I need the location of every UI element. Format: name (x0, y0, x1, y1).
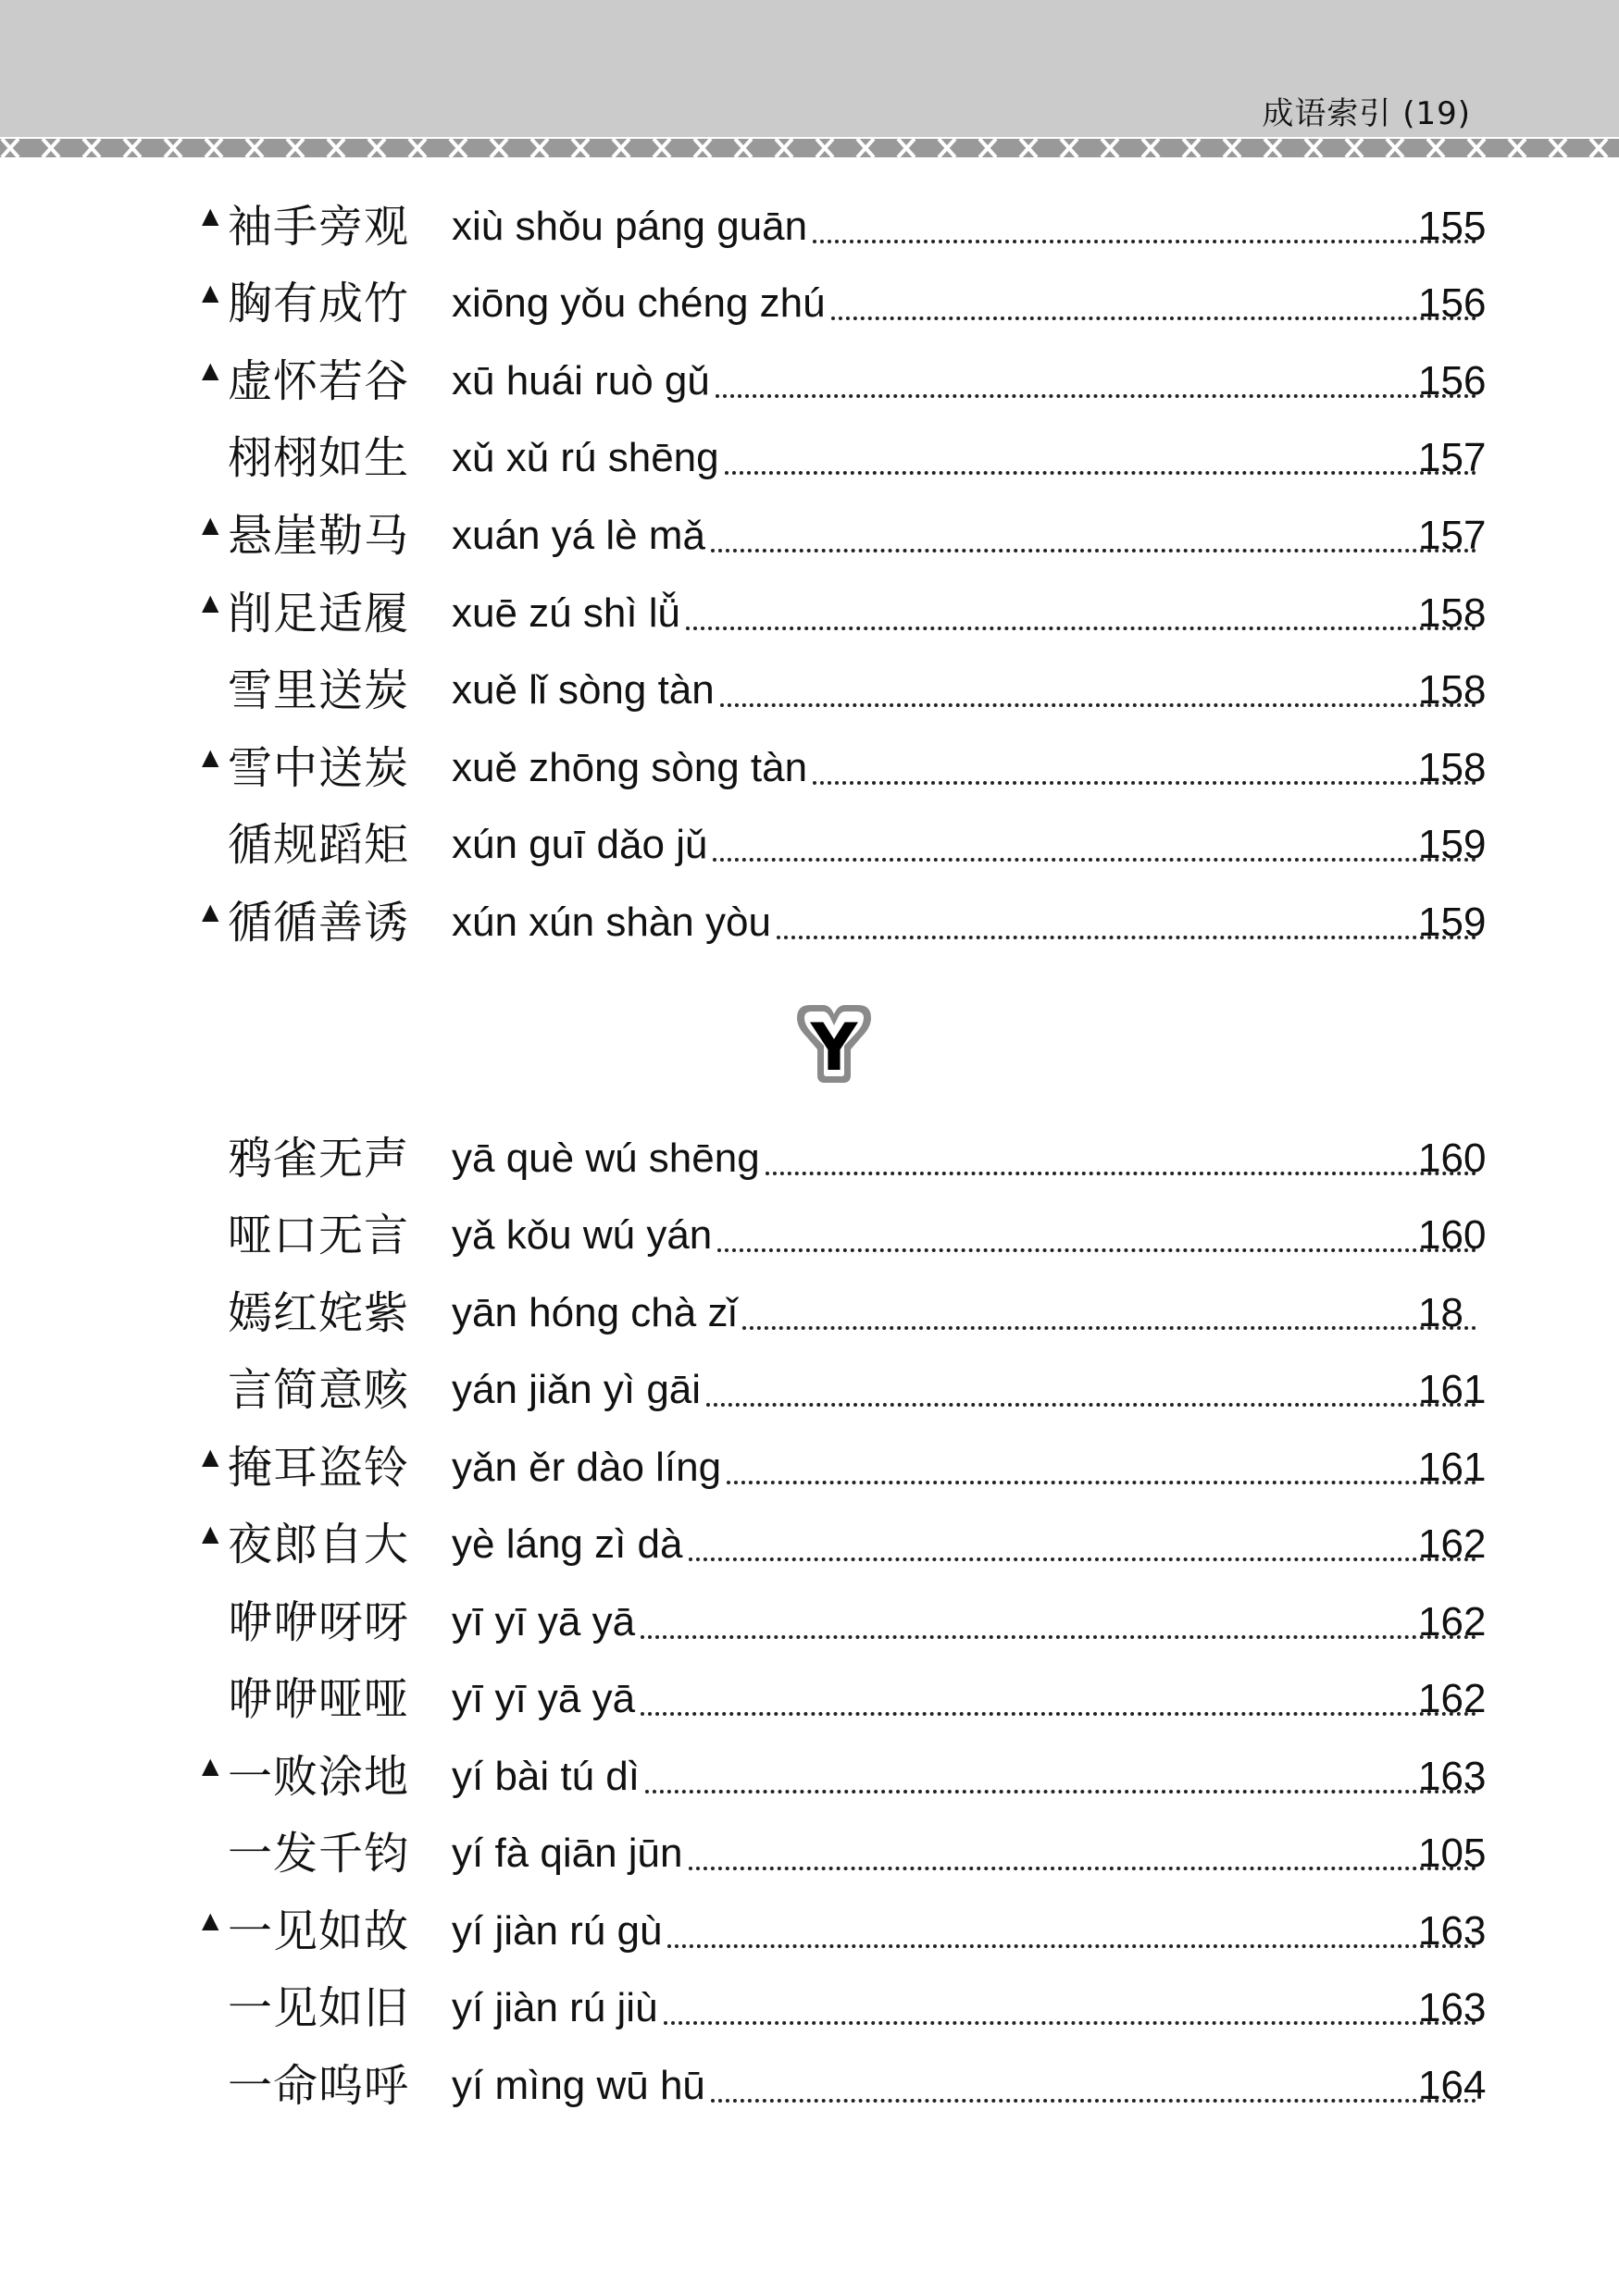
pinyin-text: yī yī yā yā (452, 1676, 636, 1721)
idiom-text: 雪里送炭 (228, 664, 410, 716)
pinyin-text: xún xún shàn yòu (452, 900, 771, 945)
page-number: 162 (1418, 1676, 1487, 1721)
index-entry (0, 2058, 1619, 2123)
page-number: 18 (1418, 1290, 1463, 1335)
triangle-marker-icon: ▲ (202, 279, 219, 305)
idiom-text: 咿咿哑哑 (228, 1673, 410, 1725)
dot-leader (686, 627, 1476, 630)
dot-leader (713, 858, 1476, 862)
idiom-text: 循规蹈矩 (228, 819, 410, 871)
section-letter-y-badge (790, 1001, 878, 1086)
page-header (0, 0, 1619, 137)
page-number: 160 (1418, 1212, 1487, 1258)
pinyin-text: yè láng zì dà (452, 1521, 683, 1567)
idiom-text: 一败涂地 (228, 1751, 410, 1803)
idiom-text: 言简意赅 (228, 1364, 410, 1416)
page-number: 158 (1418, 590, 1487, 636)
dot-leader (689, 1867, 1477, 1870)
page-number: 156 (1418, 358, 1487, 403)
triangle-marker-icon: ▲ (202, 1907, 219, 1933)
index-entry (0, 895, 1619, 960)
pinyin-text: xiù shǒu páng guān (452, 204, 808, 249)
decorative-border (0, 137, 1619, 159)
page-number: 157 (1418, 513, 1487, 558)
pinyin-text: yān hóng chà zǐ (452, 1290, 738, 1335)
pinyin-text: xū huái ruò gǔ (452, 358, 710, 403)
index-entry (0, 1980, 1619, 2045)
header-title: 成语索引 (19) (1262, 95, 1471, 132)
idiom-text: 雪中送炭 (228, 742, 410, 794)
dot-leader (720, 703, 1476, 707)
pinyin-text: xún guī dǎo jǔ (452, 822, 708, 867)
idiom-text: 鸦雀无声 (228, 1133, 410, 1185)
idiom-text: 削足适履 (228, 588, 410, 639)
dot-leader (641, 1712, 1476, 1716)
idiom-text: 一见如旧 (228, 1982, 410, 2034)
page-number: 160 (1418, 1136, 1487, 1181)
dot-leader (813, 781, 1476, 785)
page-number: 163 (1418, 1908, 1487, 1954)
index-entry (0, 1362, 1619, 1427)
page-number: 159 (1418, 900, 1487, 945)
section-letter: Y (810, 1010, 858, 1086)
index-entry (0, 1208, 1619, 1272)
page-number: 105 (1418, 1831, 1487, 1876)
index-entry (0, 1749, 1619, 1814)
dot-leader (664, 2021, 1476, 2025)
index-entry (0, 817, 1619, 882)
triangle-marker-icon: ▲ (202, 1444, 219, 1470)
idiom-text: 栩栩如生 (228, 432, 410, 484)
dot-leader (725, 471, 1476, 475)
index-entry (0, 1517, 1619, 1582)
page-number: 157 (1418, 435, 1487, 480)
dot-leader (711, 549, 1476, 552)
pinyin-text: yā què wú shēng (452, 1136, 760, 1181)
index-entry (0, 1131, 1619, 1196)
index-entry (0, 1440, 1619, 1505)
dot-leader (711, 2099, 1476, 2103)
idiom-text: 掩耳盗铃 (228, 1442, 410, 1494)
dot-leader (716, 394, 1476, 398)
pinyin-text: yí jiàn rú gù (452, 1908, 663, 1954)
index-entry (0, 1595, 1619, 1659)
index-entry (0, 508, 1619, 573)
idiom-text: 悬崖勒马 (228, 510, 410, 562)
pinyin-text: yí bài tú dì (452, 1754, 641, 1799)
idiom-text: 循循善诱 (228, 897, 410, 949)
dot-leader (645, 1790, 1476, 1793)
idiom-text: 哑口无言 (228, 1210, 410, 1261)
index-entry (0, 663, 1619, 727)
page-number: 163 (1418, 1754, 1487, 1799)
index-entry (0, 354, 1619, 418)
page-number: 163 (1418, 1985, 1487, 2030)
index-entry (0, 586, 1619, 651)
page-number: 156 (1418, 280, 1487, 326)
idiom-text: 一发千钧 (228, 1828, 410, 1880)
index-entry (0, 740, 1619, 805)
triangle-marker-icon: ▲ (202, 899, 219, 925)
dot-leader (742, 1326, 1476, 1330)
index-entry (0, 199, 1619, 264)
idiom-text: 夜郎自大 (228, 1519, 410, 1570)
idiom-text: 一命呜呼 (228, 2060, 410, 2112)
triangle-marker-icon: ▲ (202, 744, 219, 770)
index-entry (0, 1285, 1619, 1350)
triangle-marker-icon: ▲ (202, 590, 219, 615)
dot-leader (706, 1403, 1476, 1407)
pinyin-text: yǎn ěr dào líng (452, 1445, 722, 1490)
index-entry (0, 430, 1619, 495)
pinyin-text: yí jiàn rú jiù (452, 1985, 658, 2030)
idiom-text: 虚怀若谷 (228, 355, 410, 407)
dot-leader (689, 1558, 1477, 1561)
pinyin-text: xuán yá lè mǎ (452, 513, 705, 558)
idiom-text: 一见如故 (228, 1905, 410, 1957)
pinyin-text: xǔ xǔ rú shēng (452, 435, 719, 480)
dot-leader (717, 1248, 1476, 1252)
dot-leader (777, 936, 1476, 939)
page-number: 155 (1418, 204, 1487, 249)
dot-leader (813, 240, 1476, 243)
page-number: 161 (1418, 1367, 1487, 1412)
triangle-marker-icon: ▲ (202, 1753, 219, 1779)
idiom-text: 咿咿呀呀 (228, 1596, 410, 1648)
triangle-marker-icon: ▲ (202, 357, 219, 383)
triangle-marker-icon: ▲ (202, 1520, 219, 1546)
index-entry (0, 1826, 1619, 1891)
page-number: 159 (1418, 822, 1487, 867)
page-number: 162 (1418, 1521, 1487, 1567)
page-number: 158 (1418, 667, 1487, 713)
index-entry (0, 276, 1619, 341)
pinyin-text: xiōng yǒu chéng zhú (452, 280, 826, 326)
dot-leader (831, 316, 1476, 320)
index-entry (0, 1671, 1619, 1736)
idiom-text: 胸有成竹 (228, 278, 410, 329)
pinyin-text: yǎ kǒu wú yán (452, 1212, 713, 1258)
idiom-text: 袖手旁观 (228, 201, 410, 253)
dot-leader (667, 1944, 1476, 1948)
page-number: 161 (1418, 1445, 1487, 1490)
pinyin-text: yí mìng wū hū (452, 2063, 705, 2108)
dot-leader (727, 1481, 1476, 1484)
pinyin-text: yán jiǎn yì gāi (452, 1367, 702, 1412)
page-number: 158 (1418, 745, 1487, 790)
pinyin-text: xuě zhōng sòng tàn (452, 745, 808, 790)
triangle-marker-icon: ▲ (202, 203, 219, 229)
idiom-text: 嫣红姹紫 (228, 1287, 410, 1339)
triangle-marker-icon: ▲ (202, 512, 219, 538)
dot-leader (766, 1172, 1476, 1175)
index-entry (0, 1904, 1619, 1968)
pinyin-text: yī yī yā yā (452, 1599, 636, 1644)
dot-leader (641, 1635, 1476, 1639)
pinyin-text: yí fà qiān jūn (452, 1831, 683, 1876)
pinyin-text: xuē zú shì lǚ (452, 590, 681, 636)
page-number: 164 (1418, 2063, 1487, 2108)
pinyin-text: xuě lǐ sòng tàn (452, 667, 715, 713)
page-number: 162 (1418, 1599, 1487, 1644)
